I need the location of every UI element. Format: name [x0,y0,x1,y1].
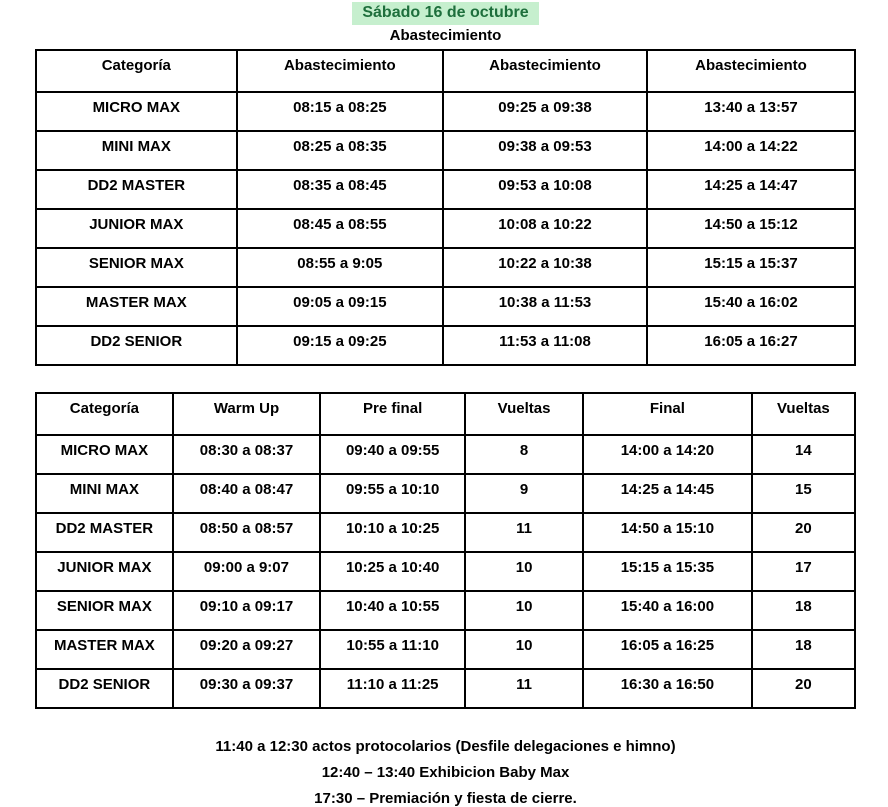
value-cell: 09:15 a 09:25 [237,326,443,365]
value-cell: 10:22 a 10:38 [443,248,647,287]
table-row [36,474,855,513]
title-row [35,2,856,25]
footer-line-exhibition: 12:40 – 13:40 Exhibicion Baby Max [321,764,570,781]
table-row [36,669,855,708]
column-header: Pre final [320,393,465,435]
category-cell: MASTER MAX [36,287,237,326]
column-header: Final [583,393,752,435]
value-cell: 15:15 a 15:37 [647,248,855,287]
footer-line-protocol: 11:40 a 12:30 actos protocolarios (Desfile delegaciones e himno) [215,738,676,755]
value-cell: 16:05 a 16:27 [647,326,855,365]
value-cell: 08:45 a 08:55 [237,209,443,248]
table-row [36,591,855,630]
value-cell: 18 [752,630,855,669]
race-schedule-table [35,392,856,709]
table-row [36,630,855,669]
table-row [36,131,855,170]
category-cell: DD2 SENIOR [36,326,237,365]
value-cell: 09:53 a 10:08 [443,170,647,209]
value-cell: 08:35 a 08:45 [237,170,443,209]
value-cell: 09:40 a 09:55 [320,435,465,474]
value-cell: 11 [465,669,583,708]
value-cell: 08:50 a 08:57 [173,513,320,552]
category-cell: MINI MAX [36,131,237,170]
value-cell: 20 [752,513,855,552]
page-title: Sábado 16 de octubre [352,2,538,25]
category-cell: JUNIOR MAX [36,209,237,248]
value-cell: 09:25 a 09:38 [443,92,647,131]
value-cell: 16:30 a 16:50 [583,669,752,708]
value-cell: 08:30 a 08:37 [173,435,320,474]
value-cell: 10:40 a 10:55 [320,591,465,630]
value-cell: 09:00 a 9:07 [173,552,320,591]
value-cell: 15:15 a 15:35 [583,552,752,591]
column-header: Abastecimiento [443,50,647,92]
value-cell: 10:38 a 11:53 [443,287,647,326]
value-cell: 10 [465,591,583,630]
value-cell: 13:40 a 13:57 [647,92,855,131]
value-cell: 08:25 a 08:35 [237,131,443,170]
category-cell: DD2 MASTER [36,513,173,552]
value-cell: 09:05 a 09:15 [237,287,443,326]
value-cell: 10 [465,552,583,591]
footer-notes [35,739,856,807]
value-cell: 08:40 a 08:47 [173,474,320,513]
value-cell: 10:08 a 10:22 [443,209,647,248]
value-cell: 09:38 a 09:53 [443,131,647,170]
value-cell: 8 [465,435,583,474]
value-cell: 11:10 a 11:25 [320,669,465,708]
value-cell: 11 [465,513,583,552]
column-header: Categoría [36,50,237,92]
value-cell: 14 [752,435,855,474]
value-cell: 09:20 a 09:27 [173,630,320,669]
value-cell: 11:53 a 11:08 [443,326,647,365]
value-cell: 14:50 a 15:10 [583,513,752,552]
value-cell: 08:15 a 08:25 [237,92,443,131]
header-row [36,393,855,435]
value-cell: 14:25 a 14:45 [583,474,752,513]
value-cell: 18 [752,591,855,630]
table-row [36,287,855,326]
value-cell: 15 [752,474,855,513]
category-cell: MASTER MAX [36,630,173,669]
column-header: Abastecimiento [647,50,855,92]
category-cell: MINI MAX [36,474,173,513]
tables-gap [35,366,856,392]
value-cell: 16:05 a 16:25 [583,630,752,669]
category-cell: MICRO MAX [36,435,173,474]
value-cell: 14:00 a 14:22 [647,131,855,170]
value-cell: 15:40 a 16:02 [647,287,855,326]
column-header: Abastecimiento [237,50,443,92]
column-header: Vueltas [752,393,855,435]
value-cell: 20 [752,669,855,708]
column-header: Vueltas [465,393,583,435]
table-row [36,92,855,131]
column-header: Categoría [36,393,173,435]
category-cell: SENIOR MAX [36,248,237,287]
table-row [36,326,855,365]
abastecimiento-table [35,49,856,366]
value-cell: 10:55 a 11:10 [320,630,465,669]
value-cell: 09:10 a 09:17 [173,591,320,630]
value-cell: 09:30 a 09:37 [173,669,320,708]
category-cell: JUNIOR MAX [36,552,173,591]
section-title-abastecimiento: Abastecimiento [389,27,502,44]
category-cell: MICRO MAX [36,92,237,131]
footer-line-closing: 17:30 – Premiación y fiesta de cierre. [314,790,577,807]
value-cell: 14:00 a 14:20 [583,435,752,474]
value-cell: 14:50 a 15:12 [647,209,855,248]
value-cell: 10 [465,630,583,669]
table-row [36,435,855,474]
table-row [36,552,855,591]
value-cell: 14:25 a 14:47 [647,170,855,209]
value-cell: 9 [465,474,583,513]
category-cell: DD2 SENIOR [36,669,173,708]
value-cell: 09:55 a 10:10 [320,474,465,513]
table-row [36,248,855,287]
table-row [36,209,855,248]
value-cell: 10:10 a 10:25 [320,513,465,552]
value-cell: 17 [752,552,855,591]
value-cell: 10:25 a 10:40 [320,552,465,591]
value-cell: 15:40 a 16:00 [583,591,752,630]
table-row [36,170,855,209]
column-header: Warm Up [173,393,320,435]
category-cell: DD2 MASTER [36,170,237,209]
table-row [36,513,855,552]
header-row [36,50,855,92]
category-cell: SENIOR MAX [36,591,173,630]
value-cell: 08:55 a 9:05 [237,248,443,287]
